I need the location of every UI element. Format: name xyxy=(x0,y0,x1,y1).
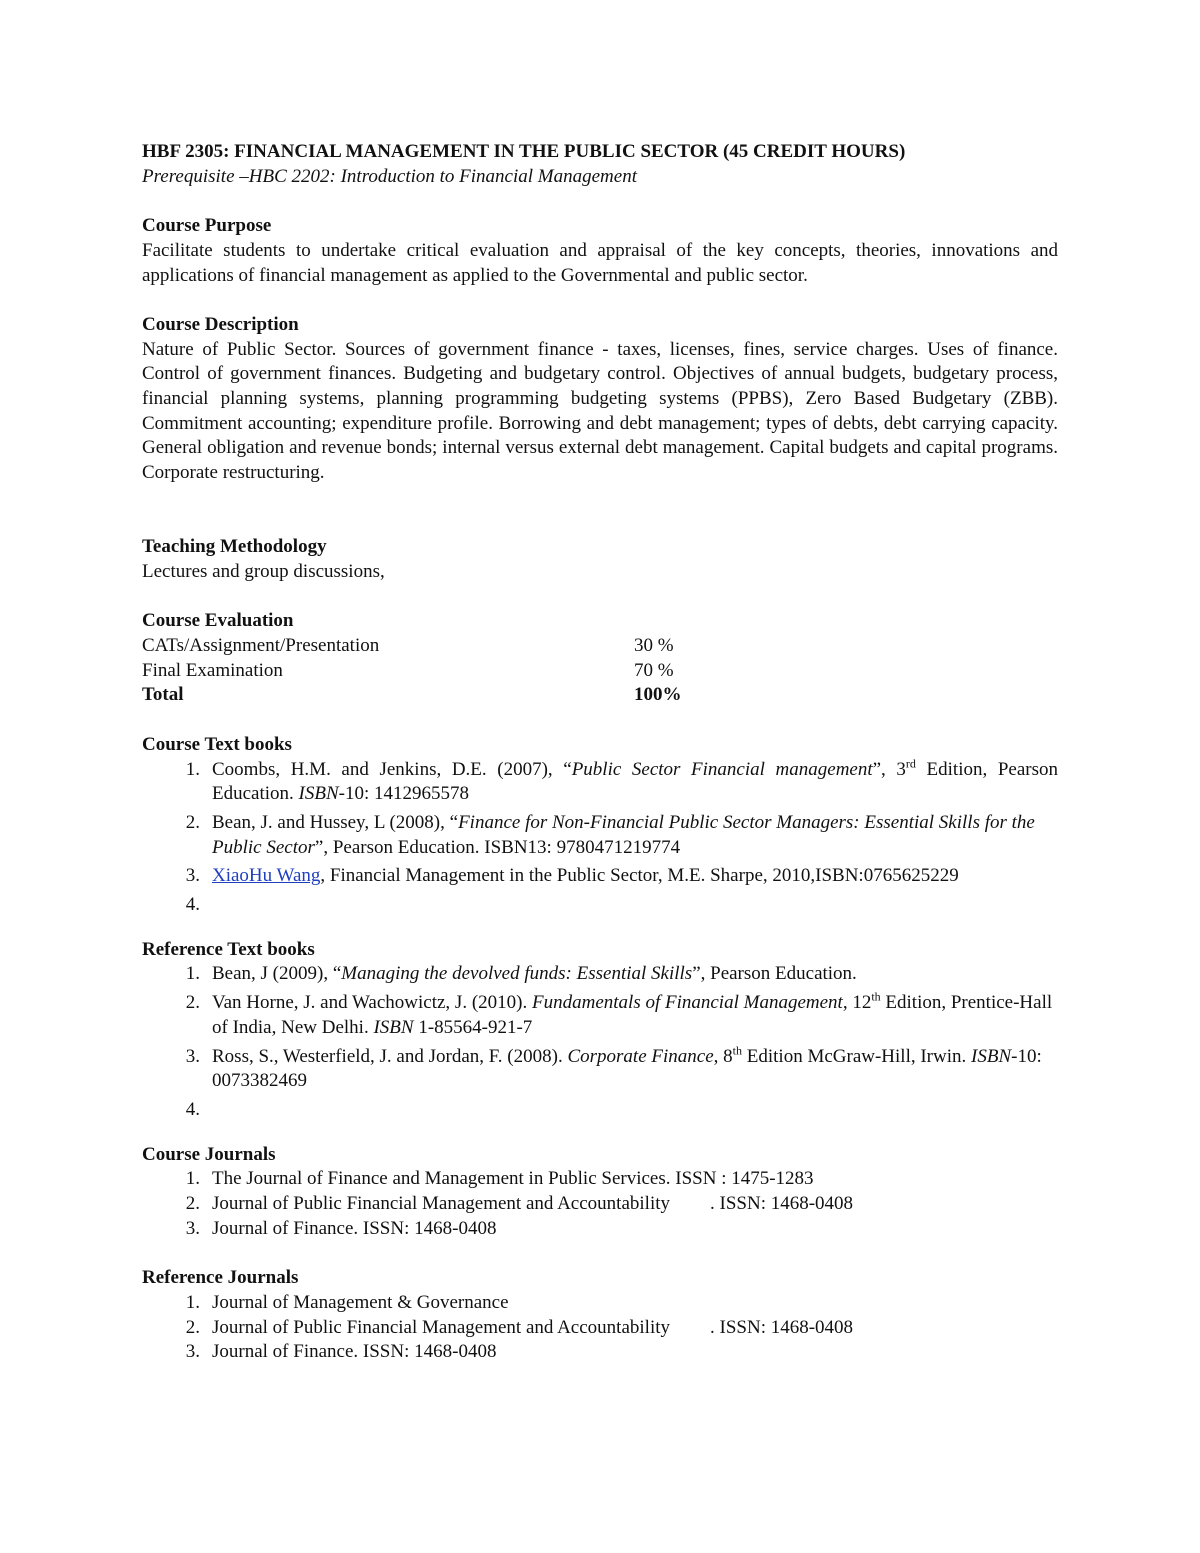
list-text: Ross, S., Westerfield, J. and Jordan, F. (2008). Corporate Finance, 8th Edition McGraw-Hill, Irwin. ISBN-10: 0073382469 xyxy=(212,1043,1042,1092)
course-title: HBF 2305: FINANCIAL MANAGEMENT IN THE PUBLIC SECTOR (45 CREDIT HOURS) xyxy=(142,141,906,162)
list-item xyxy=(142,991,1058,1040)
list-number: 1. xyxy=(185,1168,200,1190)
list-number: 4. xyxy=(185,1098,200,1120)
list-text: The Journal of Finance and Management in Public Services. ISSN : 1475-1283 xyxy=(212,1168,814,1190)
list-number: 3. xyxy=(185,865,200,887)
list-item xyxy=(142,1098,1058,1123)
list-text: Journal of Finance. ISSN: 1468-0408 xyxy=(212,1341,497,1363)
methodology-text: Lectures and group discussions, xyxy=(142,560,385,582)
list-text: Journal of Public Financial Management and Accountability . ISSN: 1468-0408 xyxy=(212,1193,854,1215)
list-number: 1. xyxy=(185,963,200,985)
list-number: 2. xyxy=(185,992,200,1014)
section-heading-evaluation: Course Evaluation xyxy=(142,610,294,632)
list-item xyxy=(142,1291,1058,1316)
list-number: 3. xyxy=(185,1217,200,1239)
section-heading-textbooks: Course Text books xyxy=(142,733,292,755)
list-number: 1. xyxy=(185,758,200,780)
course-prerequisite: Prerequisite –HBC 2202: Introduction to Financial Management xyxy=(142,165,637,187)
author-link[interactable]: XiaoHu Wang xyxy=(212,865,321,887)
reference-book-list xyxy=(142,962,1058,1122)
list-item xyxy=(142,893,1058,918)
list-text: XiaoHu Wang, Financial Management in the Public Sector, M.E. Sharpe, 2010,ISBN:0765625229 xyxy=(212,865,959,887)
section-heading-methodology: Teaching Methodology xyxy=(142,536,327,558)
list-number: 2. xyxy=(185,811,200,833)
evaluation-item: Final Examination xyxy=(142,659,283,681)
section-heading-journals: Course Journals xyxy=(142,1143,276,1165)
evaluation-row xyxy=(142,634,1058,659)
list-number: 1. xyxy=(185,1291,200,1313)
journal-list xyxy=(142,1167,1058,1241)
list-number: 2. xyxy=(185,1316,200,1338)
list-item xyxy=(142,811,1058,860)
list-item xyxy=(142,962,1058,987)
evaluation-total-label: Total xyxy=(142,684,184,706)
evaluation-weight: 30 % xyxy=(634,635,674,656)
list-item xyxy=(142,758,1058,807)
evaluation-row xyxy=(142,659,1058,684)
list-item xyxy=(142,1045,1058,1094)
list-item xyxy=(142,1167,1058,1192)
list-item xyxy=(142,864,1058,889)
reference-journal-list xyxy=(142,1291,1058,1365)
section-heading-description: Course Description xyxy=(142,313,299,335)
list-text: Bean, J. and Hussey, L (2008), “Finance for Non-Financial Public Sector Managers: Essential Skills for the Public Sector”, Pearson Education. ISBN13: 9780471219774 xyxy=(212,811,1035,858)
list-text: Bean, J (2009), “Managing the devolved funds: Essential Skills”, Pearson Education. xyxy=(212,963,857,985)
purpose-text: Facilitate students to undertake critical evaluation and appraisal of the key concepts, theories, innovations and applications of financial management as applied to the Governmental and public sector. xyxy=(142,239,1058,286)
list-item xyxy=(142,1340,1058,1365)
section-heading-reference-journals: Reference Journals xyxy=(142,1267,299,1289)
list-text: Coombs, H.M. and Jenkins, D.E. (2007), “Public Sector Financial management”, 3rd Edition, Pearson Education. ISBN-10: 1412965578 xyxy=(212,756,1058,805)
list-text: Journal of Finance. ISSN: 1468-0408 xyxy=(212,1217,497,1239)
list-text xyxy=(212,1098,1058,1123)
list-item xyxy=(142,1192,1058,1217)
list-text: Journal of Management & Governance xyxy=(212,1291,509,1313)
list-text: Journal of Public Financial Management and Accountability . ISSN: 1468-0408 xyxy=(212,1316,854,1338)
list-number: 2. xyxy=(185,1193,200,1215)
list-number: 3. xyxy=(185,1045,200,1067)
evaluation-total-row xyxy=(142,683,1058,708)
evaluation-total-weight: 100% xyxy=(634,684,682,706)
description-text: Nature of Public Sector. Sources of government finance - taxes, licenses, fines, service charges. Uses of finance. Control of government finances. Budgeting and budgetary control. Objectives of annual budgets, budgetary process, financial planning systems, planning programming budgeting systems (PPBS), Zero Based Budgetary (ZBB). Commitment accounting; expenditure profile. Borrowing and debt management; types of debts, debt carrying capacity. General obligation and revenue bonds; internal versus external debt management. Capital budgets and capital programs. Corporate restructuring. xyxy=(142,338,1058,484)
evaluation-weight: 70 % xyxy=(634,659,674,681)
section-heading-purpose: Course Purpose xyxy=(142,215,272,237)
list-item xyxy=(142,1316,1058,1341)
list-number: 3. xyxy=(185,1341,200,1363)
list-text: Van Horne, J. and Wachowictz, J. (2010). Fundamentals of Financial Management, 12th Edition, Prentice-Hall of India, New Delhi. ISBN 1-85564-921-7 xyxy=(212,989,1053,1038)
textbook-list xyxy=(142,758,1058,918)
list-text xyxy=(212,893,1058,918)
list-number: 4. xyxy=(185,894,200,916)
evaluation-item: CATs/Assignment/Presentation xyxy=(142,635,380,656)
list-item xyxy=(142,1217,1058,1242)
section-heading-reference-books: Reference Text books xyxy=(142,938,315,960)
